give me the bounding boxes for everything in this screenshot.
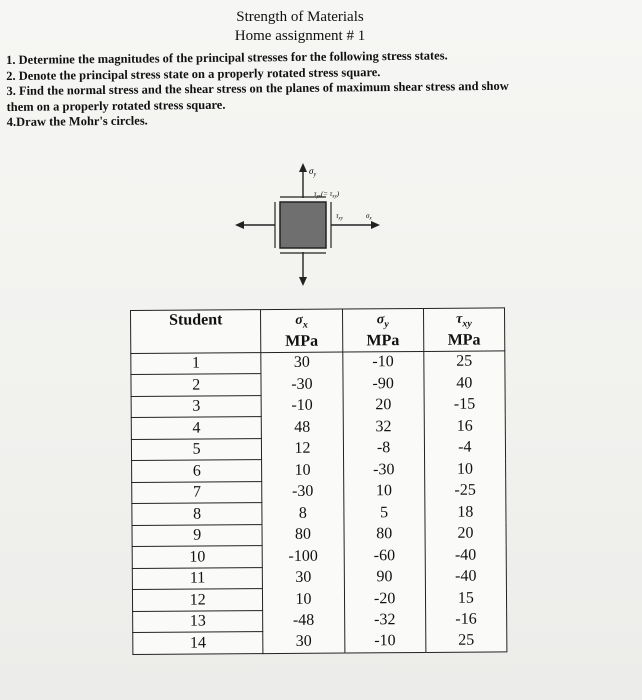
table-row	[132, 480, 506, 504]
tau-yx-label: $\tau_{yx}(= \tau_{xy})$	[314, 190, 340, 200]
table-row	[132, 523, 506, 547]
cell-student: 13	[133, 610, 263, 632]
cell-tau-xy: 15	[425, 587, 506, 609]
cell-tau-xy: 25	[426, 630, 507, 652]
cell-sigma-y: 80	[344, 523, 425, 545]
header-sigma-x: $\sigma_x$ MPa	[261, 309, 343, 352]
cell-tau-xy: -15	[424, 394, 505, 416]
cell-sigma-x: 10	[262, 459, 343, 481]
cell-student: 11	[132, 567, 262, 589]
header-sigma-y: $\sigma_y$ MPa	[342, 308, 424, 351]
stress-element-diagram	[230, 160, 400, 290]
table-header-row	[131, 308, 505, 353]
cell-tau-xy: 20	[425, 523, 506, 545]
table-row	[132, 566, 506, 590]
table-row	[131, 372, 505, 396]
task-1: 1. Determine the magnitudes of the principal stresses for the following stress states.	[6, 48, 448, 67]
table-row	[132, 501, 506, 525]
table-row	[133, 630, 507, 654]
cell-sigma-y: 90	[344, 566, 425, 588]
cell-student: 6	[132, 460, 262, 482]
table-row	[132, 458, 506, 482]
cell-sigma-y: -60	[344, 545, 425, 567]
cell-student: 2	[131, 374, 261, 396]
cell-student: 1	[131, 352, 261, 374]
task-4: 4.Draw the Mohr's circles.	[6, 113, 148, 129]
cell-sigma-x: -100	[262, 545, 343, 567]
cell-tau-xy: -40	[425, 566, 506, 588]
cell-tau-xy: -4	[424, 437, 505, 459]
cell-sigma-y: -10	[344, 631, 425, 653]
table-row	[131, 415, 505, 439]
stress-square	[280, 202, 326, 248]
cell-tau-xy: 18	[425, 501, 506, 523]
table-row	[132, 587, 506, 611]
header-student: Student	[131, 310, 262, 354]
cell-tau-xy: 25	[424, 351, 505, 373]
sigma-x-label: $\sigma_x$	[366, 212, 372, 222]
cell-tau-xy: 16	[424, 415, 505, 437]
cell-sigma-x: 30	[261, 352, 342, 374]
cell-student: 9	[132, 524, 262, 546]
cell-student: 4	[131, 417, 261, 439]
cell-student: 8	[132, 503, 262, 525]
cell-sigma-x: 12	[262, 438, 343, 460]
cell-sigma-x: 10	[263, 588, 344, 610]
task-list	[6, 47, 627, 131]
table-row	[131, 394, 505, 418]
task-3-continued: them on a properly rotated stress square.	[6, 97, 226, 114]
cell-tau-xy: -40	[425, 544, 506, 566]
cell-sigma-x: 8	[262, 502, 343, 524]
cell-student: 5	[131, 438, 261, 460]
table-row	[133, 609, 507, 633]
cell-student: 14	[133, 632, 263, 654]
cell-sigma-y: 20	[343, 394, 424, 416]
tau-xy-label: $\tau_{xy}$	[336, 212, 343, 222]
cell-sigma-y: 32	[343, 416, 424, 438]
cell-sigma-x: -10	[261, 395, 342, 417]
cell-tau-xy: 40	[424, 372, 505, 394]
cell-student: 7	[132, 481, 262, 503]
table-row	[131, 351, 505, 375]
cell-sigma-x: -30	[262, 481, 343, 503]
stress-data-table	[130, 307, 507, 654]
cell-sigma-y: -20	[344, 588, 425, 610]
cell-sigma-x: -30	[261, 373, 342, 395]
cell-sigma-x: 30	[263, 631, 344, 653]
cell-sigma-y: 10	[343, 480, 424, 502]
cell-sigma-y: -30	[343, 459, 424, 481]
header-tau-xy: $\tau_{xy}$ MPa	[423, 308, 505, 351]
cell-student: 12	[132, 589, 262, 611]
cell-sigma-x: 30	[263, 567, 344, 589]
cell-sigma-x: 80	[262, 524, 343, 546]
cell-tau-xy: -16	[425, 609, 506, 631]
sigma-y-label: $\sigma_y$	[309, 166, 317, 178]
cell-sigma-x: -48	[263, 610, 344, 632]
cell-sigma-y: -10	[342, 351, 423, 373]
cell-student: 10	[132, 546, 262, 568]
cell-sigma-x: 48	[262, 416, 343, 438]
cell-sigma-y: -32	[344, 609, 425, 631]
cell-sigma-y: -90	[342, 373, 423, 395]
task-2: 2. Denote the principal stress state on a properly rotated stress square.	[6, 64, 381, 83]
cell-sigma-y: 5	[343, 502, 424, 524]
table-row	[132, 544, 506, 568]
cell-tau-xy: -25	[424, 480, 505, 502]
assignment-title: Home assignment # 1	[234, 28, 366, 44]
table-row	[131, 437, 505, 461]
cell-sigma-y: -8	[343, 437, 424, 459]
cell-tau-xy: 10	[424, 458, 505, 480]
course-title: Strength of Materials	[236, 9, 364, 25]
task-3: 3. Find the normal stress and the shear stress on the planes of maximum shear stress and show	[6, 78, 509, 98]
cell-student: 3	[131, 395, 261, 417]
